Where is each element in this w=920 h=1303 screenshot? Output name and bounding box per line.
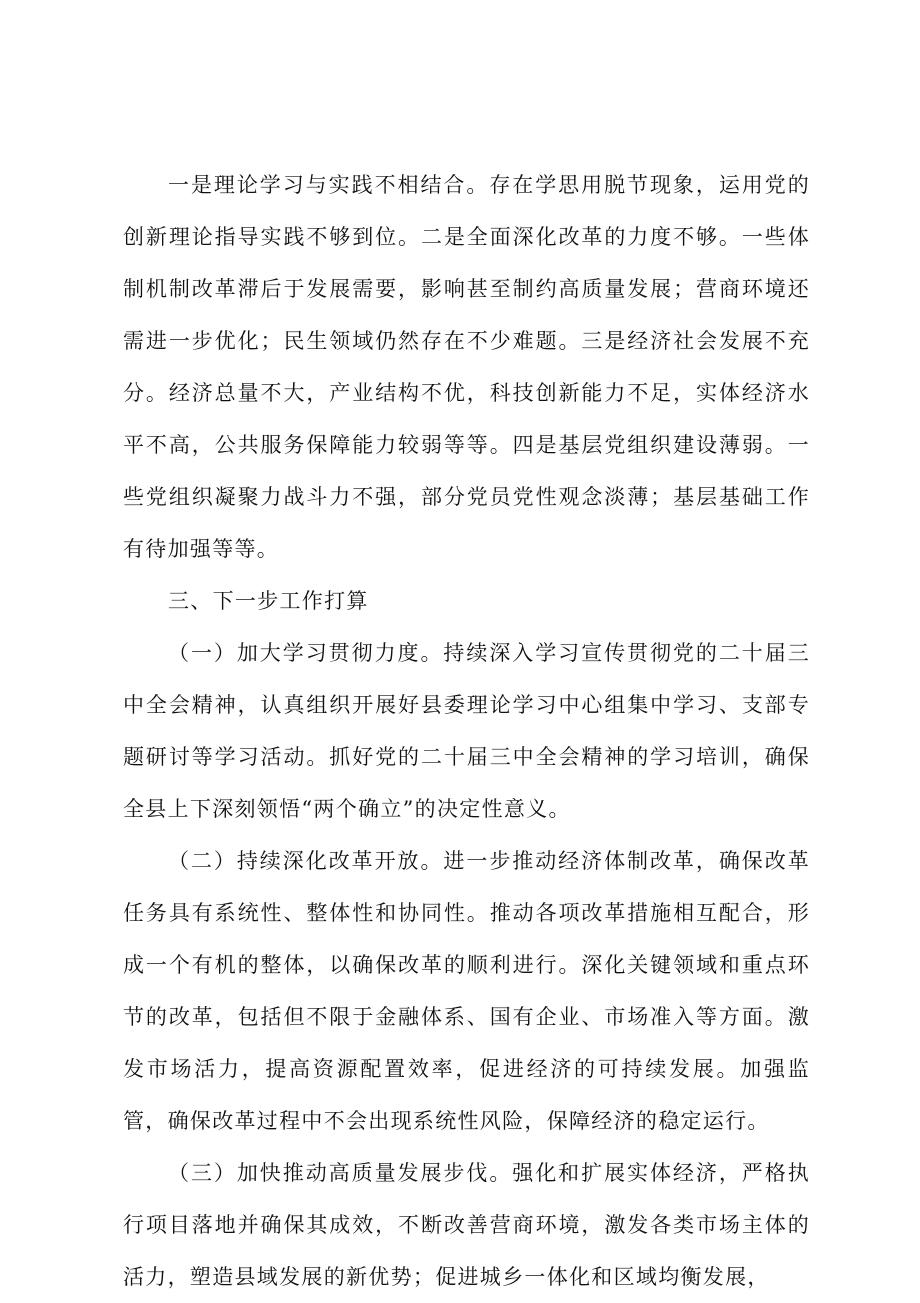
paragraph-reform: （二）持续深化改革开放。进一步推动经济体制改革，确保改革任务具有系统性、整体性和协同性。推动各项改革措施相互配合，形成一个有机的整体，以确保改革的顺利进行。深化关键领域和重点环节的改革，包括但不限于金融体系、国有企业、市场准入等方面。激发市场活力，提高资源配置效率，促进经济的可持续发展。加强监管，确保改革过程中不会出现系统性风险，保障经济的稳定运行。 [123, 849, 810, 1133]
paragraph-study: （一）加大学习贯彻力度。持续深入学习宣传贯彻党的二十届三中全会精神，认真组织开展好县委理论学习中心组集中学习、支部专题研讨等学习活动。抓好党的二十届三中全会精神的学习培训，确保全县上下深刻领悟“两个确立”的决定性意义。 [123, 641, 810, 821]
paragraph-problems: 一是理论学习与实践不相结合。存在学思用脱节现象，运用党的创新理论指导实践不够到位。二是全面深化改革的力度不够。一些体制机制改革滞后于发展需要，影响甚至制约高质量发展；营商环境还需进一步优化；民生领域仍然存在不少难题。三是经济社会发展不充分。经济总量不大，产业结构不优，科技创新能力不足，实体经济水平不高，公共服务保障能力较弱等等。四是基层党组织建设薄弱。一些党组织凝聚力战斗力不强，部分党员党性观念淡薄；基层基础工作有待加强等等。 [123, 173, 810, 561]
paragraph-development: （三）加快推动高质量发展步伐。强化和扩展实体经济，严格执行项目落地并确保其成效，不断改善营商环境，激发各类市场主体的活力，塑造县域发展的新优势；促进城乡一体化和区域均衡发展， [123, 1161, 810, 1289]
document-body [123, 159, 810, 1303]
section-heading-next-steps: 三、下一步工作打算 [168, 589, 369, 613]
